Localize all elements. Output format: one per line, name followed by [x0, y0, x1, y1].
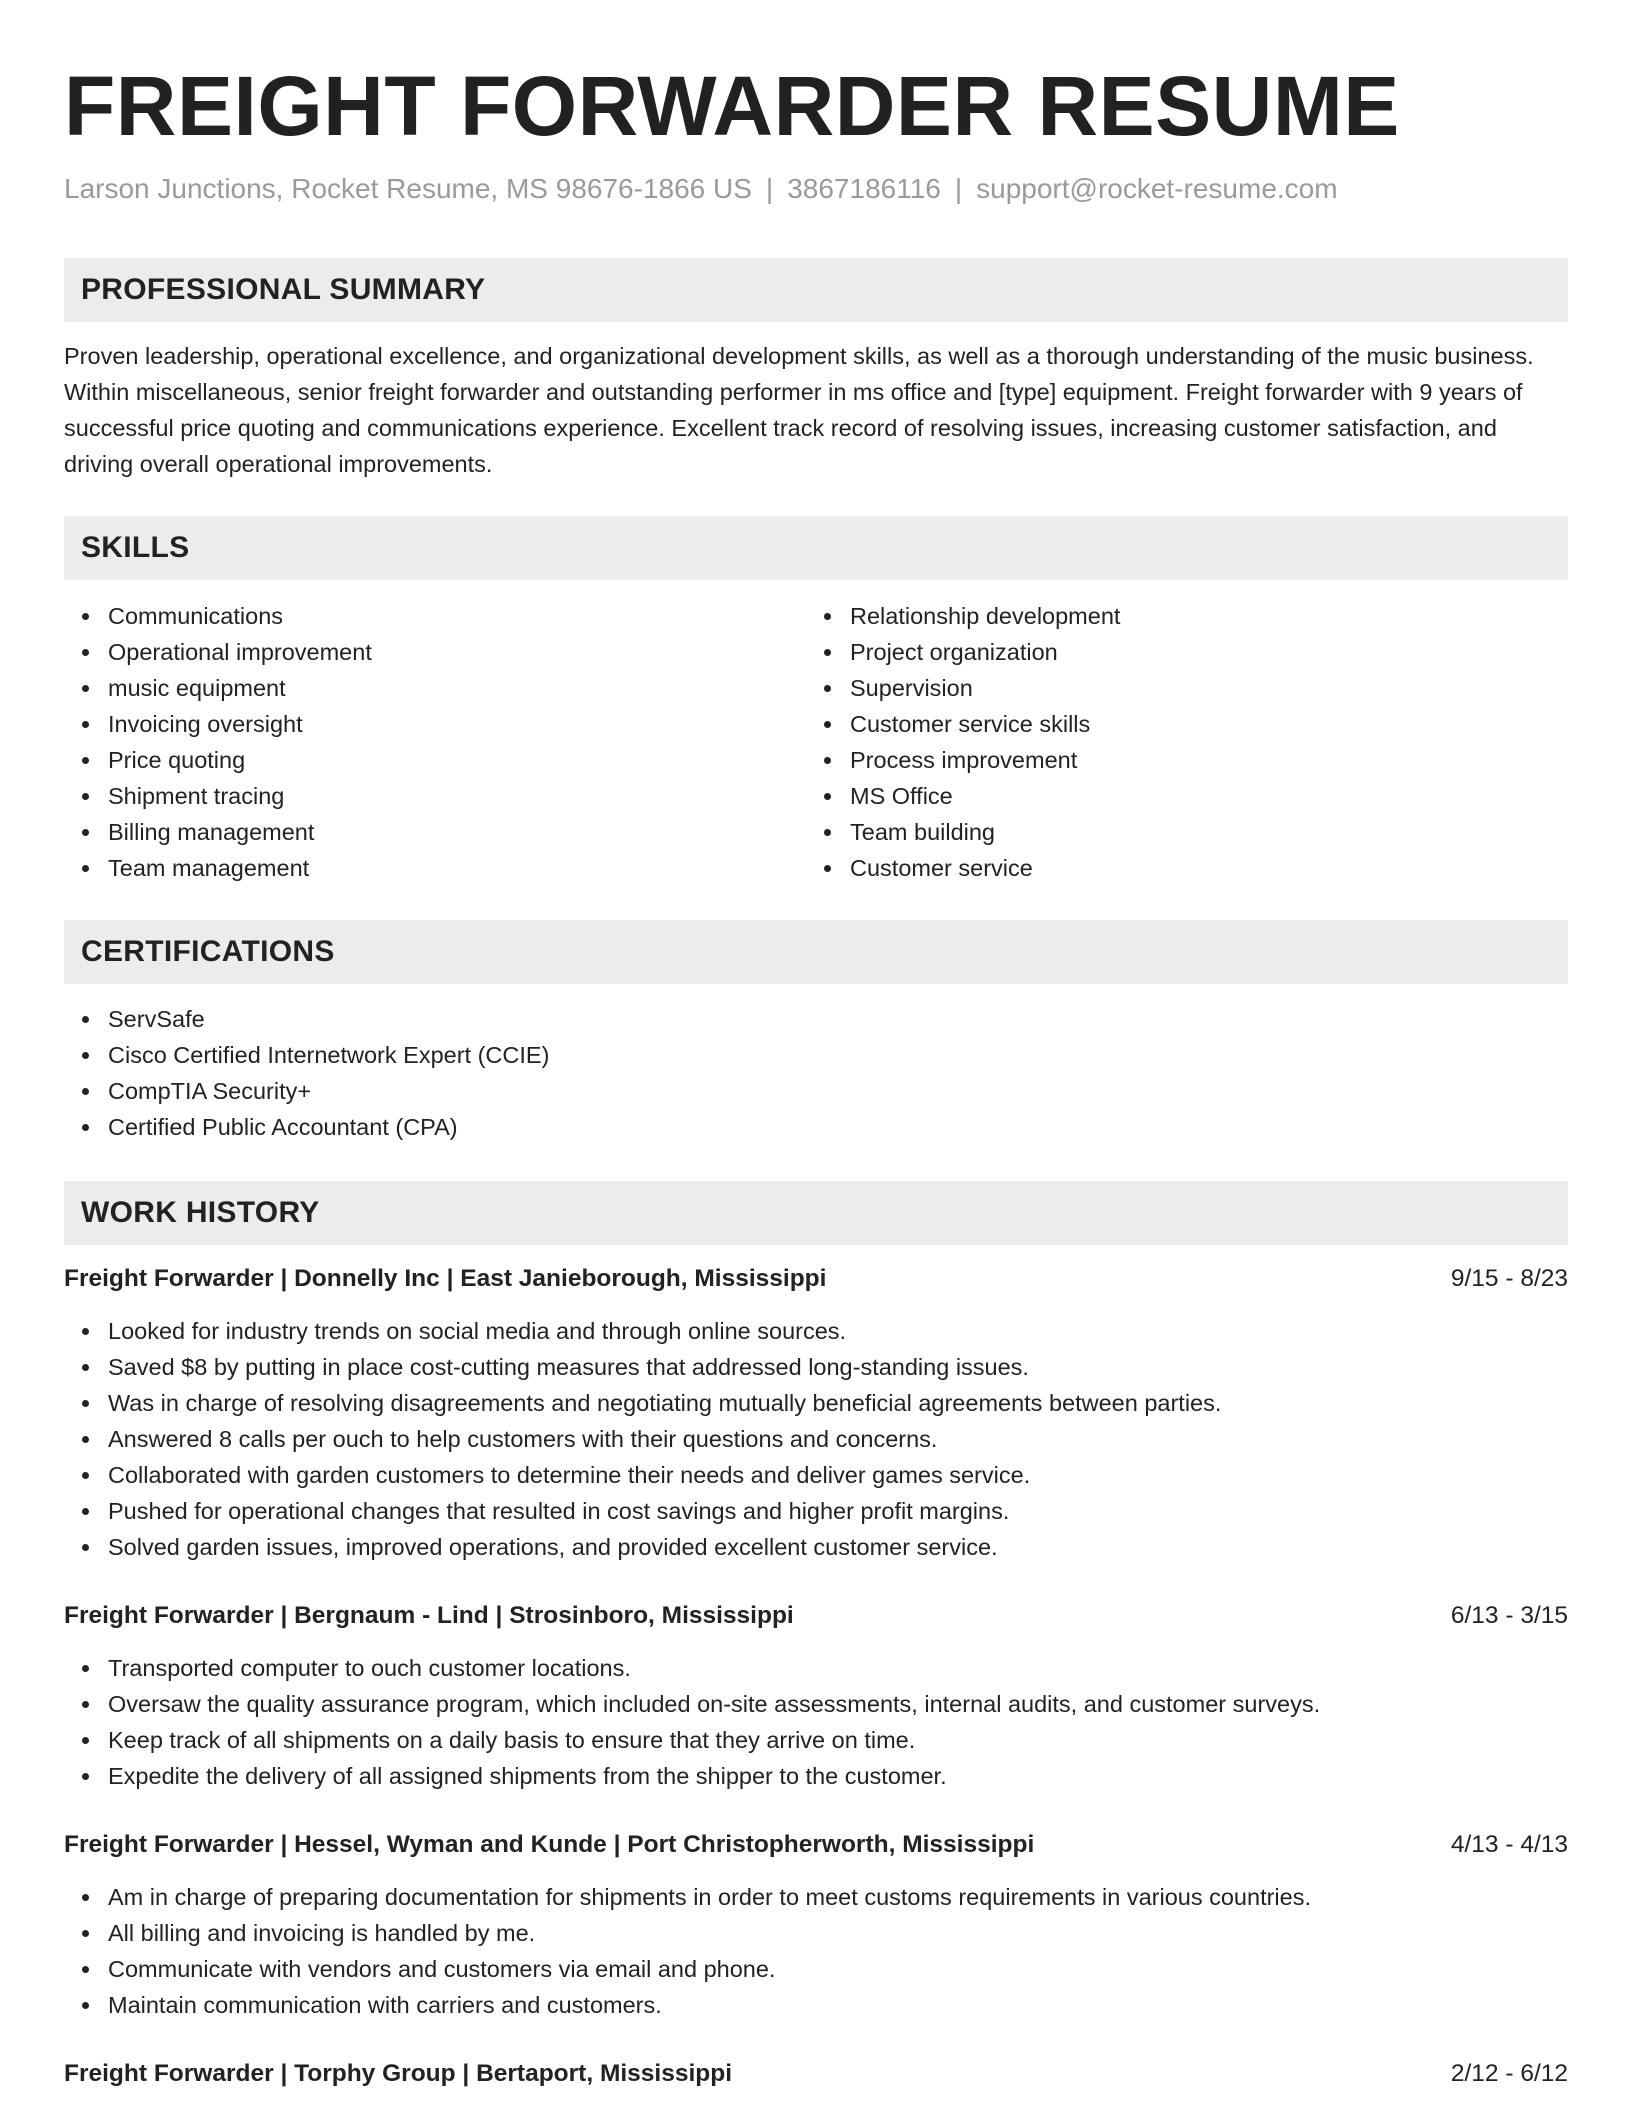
job-duty-item: Am in charge of preparing documentation for shipments in order to meet customs requirements in various countries. — [108, 1879, 1568, 1915]
section-header-skills — [64, 516, 1568, 580]
skill-item: Customer service — [850, 850, 1548, 886]
contact-phone: 3867186116 — [787, 173, 941, 204]
job-duty-item: Expedite the delivery of all assigned shipments from the shipper to the customer. — [108, 1758, 1568, 1794]
skills-column-right — [806, 598, 1548, 886]
certification-item: Certified Public Accountant (CPA) — [108, 1109, 1568, 1145]
job-duty-item: Solved garden issues, improved operations, and provided excellent customer service. — [108, 1529, 1568, 1565]
job-duty-item: Maintain communication with carriers and customers. — [108, 1987, 1568, 2023]
job-header — [64, 1827, 1568, 1863]
job-duties — [64, 1879, 1568, 2023]
job-duty-item: Oversaw the quality assurance program, which included on-site assessments, internal audits, and customer surveys. — [108, 1686, 1568, 1722]
job-dates: 2/12 - 6/12 — [1450, 2060, 1568, 2087]
section-header-work-history — [64, 1181, 1568, 1245]
certification-item: CompTIA Security+ — [108, 1073, 1568, 1109]
skill-item: Price quoting — [108, 742, 806, 778]
certification-item: ServSafe — [108, 1001, 1568, 1037]
contact-address: Larson Junctions, Rocket Resume, MS 98676-1866 US — [64, 173, 752, 204]
job-duties — [64, 1650, 1568, 1794]
section-header-certifications — [64, 920, 1568, 984]
job-duty-item: Communicate with vendors and customers via email and phone. — [108, 1951, 1568, 1987]
skill-item: Operational improvement — [108, 634, 806, 670]
certifications-list — [64, 1001, 1568, 1145]
skill-item: Team management — [108, 850, 806, 886]
job-duty-item: Saved $8 by putting in place cost-cutting measures that addressed long-standing issues. — [108, 1349, 1568, 1385]
contact-separator: | — [954, 173, 963, 204]
job-title: Freight Forwarder | Donnelly Inc | East Janieborough, Mississippi — [64, 1265, 827, 1292]
job-duty-item: Was in charge of resolving disagreements and negotiating mutually beneficial agreements between parties. — [108, 1385, 1568, 1421]
summary-text: Proven leadership, operational excellence, and organizational development skills, as well as a thorough understanding of the music business. Within miscellaneous, senior freight forwarder and outstanding performer in ms office and [type] equipment. Freight forwarder with 9 years of successful price quoting and communications experience. Excellent track record of resolving issues, increasing customer satisfaction, and driving overall operational improvements. — [64, 343, 1534, 477]
job-header — [64, 1261, 1568, 1297]
skill-item: Billing management — [108, 814, 806, 850]
certification-item: Cisco Certified Internetwork Expert (CCIE) — [108, 1037, 1568, 1073]
skill-item: Invoicing oversight — [108, 706, 806, 742]
skill-item: Team building — [850, 814, 1548, 850]
job-title: Freight Forwarder | Bergnaum - Lind | Strosinboro, Mississippi — [64, 1602, 794, 1629]
skill-item: Supervision — [850, 670, 1548, 706]
skills-column-left — [64, 598, 806, 886]
job-title: Freight Forwarder | Torphy Group | Bertaport, Mississippi — [64, 2060, 733, 2087]
section-title-certifications: CERTIFICATIONS — [81, 935, 335, 968]
skill-item: Shipment tracing — [108, 778, 806, 814]
section-title-summary: PROFESSIONAL SUMMARY — [81, 273, 486, 306]
job-entry — [64, 1261, 1568, 1565]
job-dates: 6/13 - 3/15 — [1450, 1602, 1568, 1629]
job-duty-item: Pushed for operational changes that resulted in cost savings and higher profit margins. — [108, 1493, 1568, 1529]
job-duty-item: Collaborated with garden customers to determine their needs and deliver games service. — [108, 1457, 1568, 1493]
section-title-skills: SKILLS — [81, 531, 190, 564]
skill-item: Process improvement — [850, 742, 1548, 778]
job-header — [64, 2056, 1568, 2092]
skill-item: Customer service skills — [850, 706, 1548, 742]
job-duties — [64, 1313, 1568, 1565]
job-duty-item: All billing and invoicing is handled by me. — [108, 1915, 1568, 1951]
job-entry — [64, 2056, 1568, 2092]
skill-item: Project organization — [850, 634, 1548, 670]
job-duty-item: Looked for industry trends on social media and through online sources. — [108, 1313, 1568, 1349]
contact-separator: | — [765, 173, 774, 204]
skill-item: music equipment — [108, 670, 806, 706]
job-duty-item: Answered 8 calls per ouch to help customers with their questions and concerns. — [108, 1421, 1568, 1457]
skill-item: Relationship development — [850, 598, 1548, 634]
job-dates: 4/13 - 4/13 — [1450, 1831, 1568, 1858]
job-duty-item: Keep track of all shipments on a daily basis to ensure that they arrive on time. — [108, 1722, 1568, 1758]
job-entry — [64, 1827, 1568, 2023]
job-header — [64, 1598, 1568, 1634]
job-title: Freight Forwarder | Hessel, Wyman and Kunde | Port Christopherworth, Mississippi — [64, 1831, 1035, 1858]
job-duty-item: Transported computer to ouch customer locations. — [108, 1650, 1568, 1686]
section-title-work-history: WORK HISTORY — [81, 1196, 320, 1229]
job-entry — [64, 1598, 1568, 1794]
section-header-summary — [64, 258, 1568, 322]
skills-list — [64, 598, 1568, 886]
contact-line — [64, 172, 1568, 206]
contact-email: support@rocket-resume.com — [976, 173, 1338, 204]
skill-item: Communications — [108, 598, 806, 634]
skill-item: MS Office — [850, 778, 1548, 814]
resume-title: FREIGHT FORWARDER RESUME — [64, 59, 1400, 153]
job-dates: 9/15 - 8/23 — [1450, 1265, 1568, 1292]
